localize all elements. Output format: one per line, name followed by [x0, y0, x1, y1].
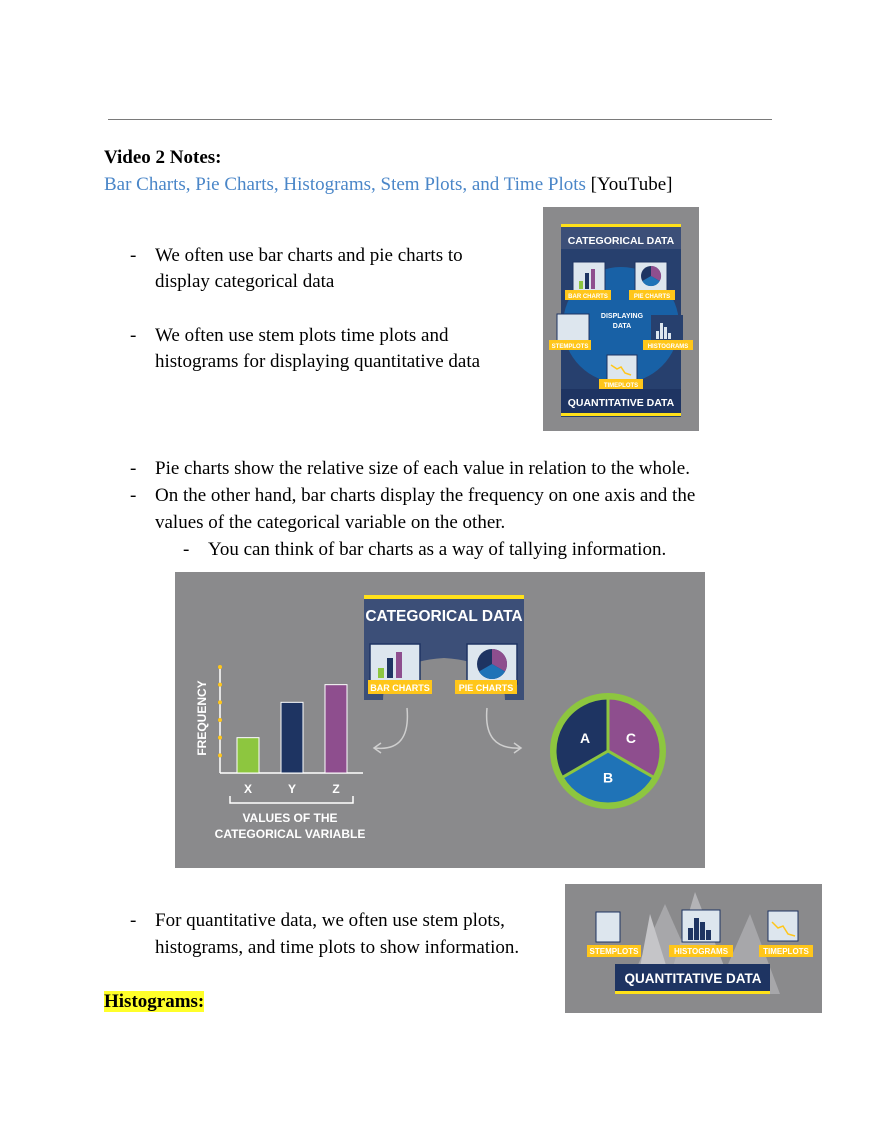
y-tick	[218, 683, 222, 687]
y-tick	[218, 718, 222, 722]
y-tick	[218, 753, 222, 757]
figure3-hist-label: HISTOGRAMS	[673, 947, 729, 956]
horizontal-rule	[108, 119, 772, 120]
x-tick-label: Y	[287, 782, 297, 796]
bullet-text: For quantitative data, we often use stem plots,	[155, 910, 505, 931]
x-tick-label: X	[243, 782, 253, 796]
figure2-bar-label: BAR CHARTS	[370, 683, 430, 693]
figure1-center-line2: DATA	[612, 323, 632, 330]
figure3-time-label: TIMEPLOTS	[763, 947, 809, 956]
figure1-bottom-title: QUANTITATIVE DATA	[567, 397, 675, 409]
bullet-text: We often use stem plots time plots and	[155, 325, 449, 346]
figure2-y-axis-label: FREQUENCY	[195, 680, 209, 756]
bullet-dash: -	[130, 245, 137, 266]
figure1-center-line1: DISPLAYING	[600, 313, 644, 320]
figure1-top-title: CATEGORICAL DATA	[567, 235, 675, 247]
bullet-dash: -	[130, 910, 137, 931]
quantitative-data-figure	[565, 884, 822, 1013]
bullet-text: display categorical data	[155, 271, 335, 292]
bullet-text: We often use bar charts and pie charts to	[155, 245, 463, 266]
y-tick	[218, 665, 222, 669]
y-tick	[218, 736, 222, 740]
x-tick-label: Z	[332, 782, 340, 796]
youtube-suffix: [YouTube]	[585, 174, 673, 195]
bullet-text: histograms for displaying quantitative data	[155, 351, 481, 372]
figure2-x-label-line2: CATEGORICAL VARIABLE	[214, 827, 366, 841]
categorical-data-figure	[175, 572, 705, 868]
bullet-dash: -	[130, 485, 137, 506]
bullet-text: Pie charts show the relative size of each value in relation to the whole.	[155, 458, 690, 479]
pie-label: B	[602, 769, 614, 786]
figure1-bar-label: BAR CHARTS	[568, 294, 608, 300]
figure2-title: CATEGORICAL DATA	[365, 608, 523, 625]
histograms-heading-wrap	[104, 988, 204, 1015]
notes-heading: Video 2 Notes:	[104, 147, 222, 168]
pie-label: C	[625, 729, 637, 746]
bar-y	[281, 702, 303, 773]
figure1-hist-label: HISTOGRAMS	[647, 344, 689, 350]
pie-label: A	[579, 729, 591, 746]
figure3-stem-label: STEMPLOTS	[589, 947, 639, 956]
figure3-title: QUANTITATIVE DATA	[624, 971, 762, 986]
figure2-pie-label: PIE CHARTS	[458, 683, 514, 693]
bar-x	[237, 738, 259, 773]
figure1-stem-label: STEMPLOTS	[551, 344, 589, 350]
bullet-dash: -	[130, 458, 137, 479]
figure2-x-label-line1: VALUES OF THE	[242, 811, 338, 825]
video-link-line	[104, 171, 673, 198]
bullet-dash: -	[130, 325, 137, 346]
bullet-text: On the other hand, bar charts display the frequency on one axis and the	[155, 485, 696, 506]
figure1-time-label: TIMEPLOTS	[603, 383, 639, 389]
bullet-text: values of the categorical variable on the other.	[155, 512, 506, 533]
histograms-heading: Histograms:	[104, 991, 205, 1012]
bar-z	[325, 685, 347, 773]
bullet-text: histograms, and time plots to show information.	[155, 937, 520, 958]
video-link[interactable]: Bar Charts, Pie Charts, Histograms, Stem Plots, and Time Plots	[104, 174, 586, 195]
y-tick	[218, 700, 222, 704]
sub-bullet-text: You can think of bar charts as a way of tallying information.	[208, 539, 667, 560]
figure1-pie-label: PIE CHARTS	[633, 294, 671, 300]
displaying-data-figure	[543, 207, 699, 431]
sub-bullet-dash: -	[183, 539, 190, 560]
